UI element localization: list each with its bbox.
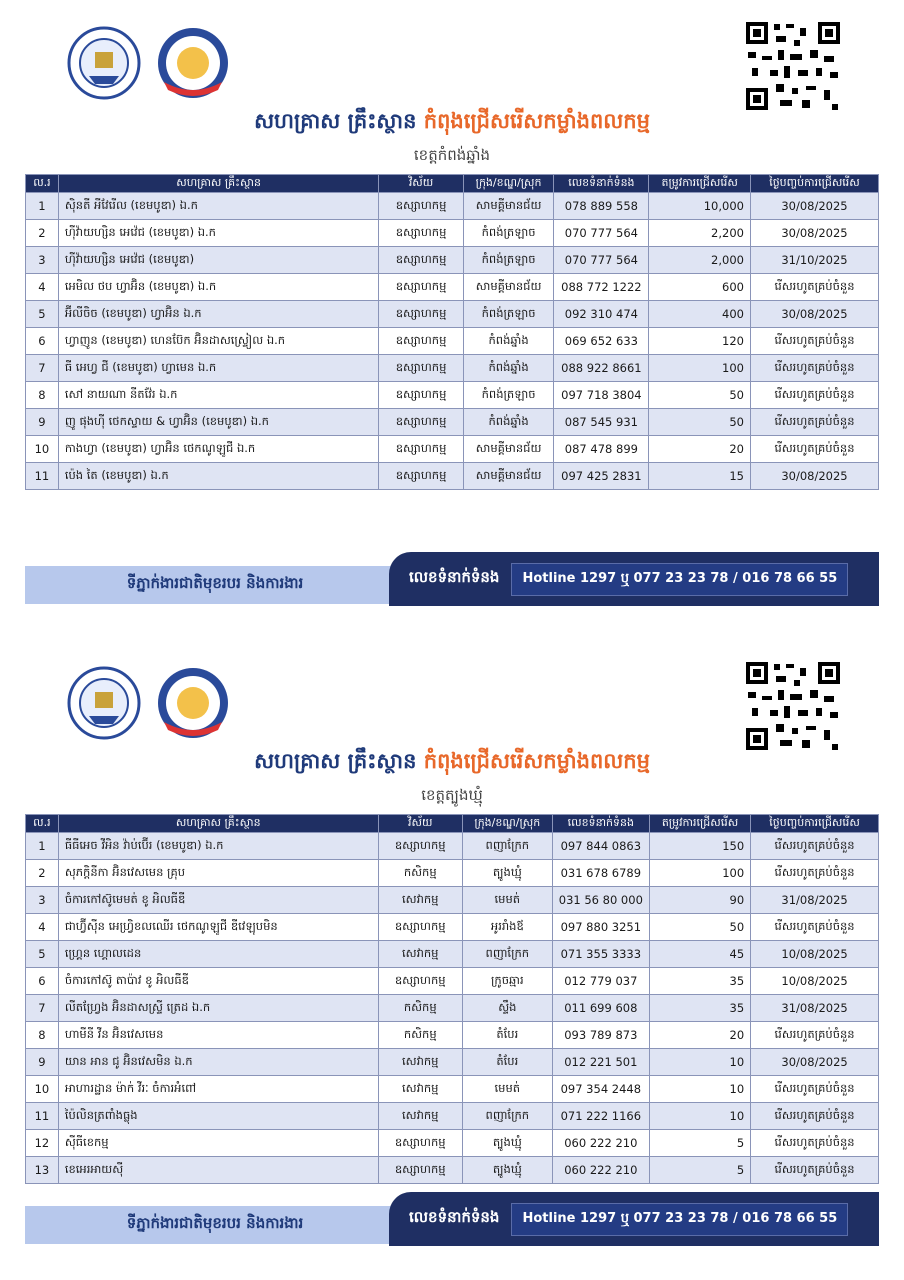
deadline: 30/08/2025 bbox=[750, 301, 878, 328]
table-row bbox=[26, 409, 879, 436]
row-number: 11 bbox=[26, 1103, 59, 1130]
required-count: 2,200 bbox=[649, 220, 751, 247]
district: តំបែរ bbox=[462, 1022, 552, 1049]
sector: កសិកម្ម bbox=[378, 995, 462, 1022]
sector: ឧស្សាហកម្ម bbox=[378, 833, 462, 860]
col-company: សហគ្រាស គ្រឹះស្ថាន bbox=[58, 175, 379, 193]
nea-logo-icon bbox=[156, 666, 230, 740]
phone-number[interactable]: 071 222 1166 bbox=[552, 1103, 649, 1130]
page-title: សហគ្រាស គ្រឹះស្ថាន កំពុងជ្រើសរើសកម្លាំងពលកម្ម bbox=[254, 749, 650, 773]
deadline: 31/10/2025 bbox=[750, 247, 878, 274]
required-count: 150 bbox=[649, 833, 750, 860]
deadline: រើសរហូតគ្រប់ចំនួន bbox=[751, 1103, 879, 1130]
qr-code-icon[interactable] bbox=[744, 660, 842, 752]
company-name: ចំការកៅស៊ូ តាប៉ាវ ខូ អិលធីឌី bbox=[58, 968, 378, 995]
jobs-table bbox=[25, 174, 879, 490]
col-sector: វិស័យ bbox=[378, 815, 462, 833]
table-row bbox=[26, 220, 879, 247]
sector: សេវាកម្ម bbox=[378, 1103, 462, 1130]
row-number: 10 bbox=[26, 1076, 59, 1103]
col-deadline: ថ្ងៃបញ្ចប់ការជ្រើសរើស bbox=[751, 815, 879, 833]
col-phone: លេខទំនាក់ទំនង bbox=[554, 175, 649, 193]
col-quantity: តម្រូវការជ្រើសរើស bbox=[649, 175, 751, 193]
nea-logo-icon bbox=[156, 26, 230, 100]
phone-number[interactable]: 088 772 1222 bbox=[554, 274, 649, 301]
table-row bbox=[26, 436, 879, 463]
required-count: 10 bbox=[649, 1103, 750, 1130]
sector: ឧស្សាហកម្ម bbox=[379, 436, 463, 463]
hotline-banner bbox=[389, 1192, 879, 1246]
row-number: 7 bbox=[26, 995, 59, 1022]
phone-number[interactable]: 012 779 037 bbox=[552, 968, 649, 995]
deadline: 31/08/2025 bbox=[751, 887, 879, 914]
company-name: ធីធីអេច វីអិន វ៉ាប់ប៊ើរ (ខេមបូឌា) ឯ.ក bbox=[58, 833, 378, 860]
sector: សេវាកម្ម bbox=[378, 941, 462, 968]
jobs-table bbox=[25, 814, 879, 1184]
row-number: 11 bbox=[26, 463, 59, 490]
company-name: ញូ ផុងហ៊ី ថេកស្ទាយ & ហ្វាអ៊ិន (ខេមបូឌា) ឯ.ក bbox=[58, 409, 379, 436]
company-name: ខេអេរអាយស៊ី bbox=[58, 1157, 378, 1184]
required-count: 100 bbox=[649, 355, 751, 382]
sector: ឧស្សាហកម្ម bbox=[379, 409, 463, 436]
ministry-logo-icon bbox=[67, 666, 141, 740]
row-number: 9 bbox=[26, 409, 59, 436]
required-count: 45 bbox=[649, 941, 750, 968]
row-number: 5 bbox=[26, 301, 59, 328]
required-count: 50 bbox=[649, 382, 751, 409]
required-count: 2,000 bbox=[649, 247, 751, 274]
row-number: 5 bbox=[26, 941, 59, 968]
col-company: សហគ្រាស គ្រឹះស្ថាន bbox=[58, 815, 378, 833]
required-count: 35 bbox=[649, 968, 750, 995]
sector: ឧស្សាហកម្ម bbox=[378, 1130, 462, 1157]
company-name: កាងហ្វា (ខេមបូឌា) ហ្វាអ៊ិន ថេកណូឡូជី ឯ.ក bbox=[58, 436, 379, 463]
required-count: 20 bbox=[649, 1022, 750, 1049]
required-count: 20 bbox=[649, 436, 751, 463]
table-row bbox=[26, 355, 879, 382]
company-name: ហ៊ីវ៉ាយហ្សិន អេវ៉េជ (ខេមបូឌា) bbox=[58, 247, 379, 274]
district: មេមត់ bbox=[462, 1076, 552, 1103]
phone-number[interactable]: 097 844 0863 bbox=[552, 833, 649, 860]
required-count: 10,000 bbox=[649, 193, 751, 220]
required-count: 5 bbox=[649, 1130, 750, 1157]
contact-label: លេខទំនាក់ទំនង bbox=[409, 1208, 500, 1226]
sector: ឧស្សាហកម្ម bbox=[379, 220, 463, 247]
company-name: ហ្វាញូន (ខេមបូឌា) ហេនប៊ែក អ៊ិនដាសស្ទ្រៀល ឯ.ក bbox=[58, 328, 379, 355]
company-name: អាហារដ្ឋាន ម៉ាក់ វីរៈ ចំការអំពៅ bbox=[58, 1076, 378, 1103]
company-name: សុភក្តិនីកា អ៊ិនវេសមេន គ្រុប bbox=[58, 860, 378, 887]
deadline: រើសរហូតគ្រប់ចំនួន bbox=[750, 409, 878, 436]
district: ពញាក្រែក bbox=[462, 941, 552, 968]
phone-number[interactable]: 093 789 873 bbox=[552, 1022, 649, 1049]
district: តំបែរ bbox=[462, 1049, 552, 1076]
contact-label: លេខទំនាក់ទំនង bbox=[409, 568, 500, 586]
deadline: រើសរហូតគ្រប់ចំនួន bbox=[751, 914, 879, 941]
phone-number[interactable]: 071 355 3333 bbox=[552, 941, 649, 968]
phone-number[interactable]: 078 889 558 bbox=[554, 193, 649, 220]
sector: ឧស្សាហកម្ម bbox=[379, 274, 463, 301]
deadline: រើសរហូតគ្រប់ចំនួន bbox=[751, 833, 879, 860]
phone-number[interactable]: 070 777 564 bbox=[554, 247, 649, 274]
ministry-logo-icon bbox=[67, 26, 141, 100]
district: ស្ទឹង bbox=[462, 995, 552, 1022]
deadline: 30/08/2025 bbox=[750, 220, 878, 247]
district: កំពង់ត្រឡាច bbox=[463, 247, 554, 274]
deadline: រើសរហូតគ្រប់ចំនួន bbox=[750, 355, 878, 382]
deadline: រើសរហូតគ្រប់ចំនួន bbox=[751, 1076, 879, 1103]
district: ក្រូចឆ្មារ bbox=[462, 968, 552, 995]
table-row bbox=[26, 1157, 879, 1184]
company-name: ស៊ិនតី អីវែរើល (ខេមបូឌា) ឯ.ក bbox=[58, 193, 379, 220]
sector: ឧស្សាហកម្ម bbox=[379, 463, 463, 490]
district: កំពង់ឆ្នាំង bbox=[463, 409, 554, 436]
row-number: 12 bbox=[26, 1130, 59, 1157]
page-title: សហគ្រាស គ្រឹះស្ថាន កំពុងជ្រើសរើសកម្លាំងពលកម្ម bbox=[254, 109, 650, 133]
deadline: រើសរហូតគ្រប់ចំនួន bbox=[751, 1157, 879, 1184]
col-deadline: ថ្ងៃបញ្ចប់ការជ្រើសរើស bbox=[750, 175, 878, 193]
required-count: 90 bbox=[649, 887, 750, 914]
deadline: 30/08/2025 bbox=[750, 463, 878, 490]
company-name: ស៊ីធីខេកម្ម bbox=[58, 1130, 378, 1157]
sector: ឧស្សាហកម្ម bbox=[379, 355, 463, 382]
deadline: រើសរហូតគ្រប់ចំនួន bbox=[750, 328, 878, 355]
col-district: ក្រុង/ខណ្ឌ/ស្រុក bbox=[463, 175, 554, 193]
table-row bbox=[26, 328, 879, 355]
deadline: 30/08/2025 bbox=[750, 193, 878, 220]
table-row bbox=[26, 1130, 879, 1157]
hotline-numbers[interactable]: Hotline 1297 ឬ 077 23 23 78 / 016 78 66 55 bbox=[511, 563, 848, 596]
row-number: 4 bbox=[26, 274, 59, 301]
required-count: 5 bbox=[649, 1157, 750, 1184]
deadline: រើសរហូតគ្រប់ចំនួន bbox=[751, 1022, 879, 1049]
sector: ឧស្សាហកម្ម bbox=[379, 328, 463, 355]
deadline: 10/08/2025 bbox=[751, 941, 879, 968]
section-kampong-chhnang bbox=[0, 0, 904, 620]
phone-number[interactable]: 092 310 474 bbox=[554, 301, 649, 328]
district: ពញាក្រែក bbox=[462, 1103, 552, 1130]
agency-banner bbox=[25, 1206, 405, 1244]
table-row bbox=[26, 1022, 879, 1049]
district: សាមគ្គីមានជ័យ bbox=[463, 274, 554, 301]
district: ត្បូងឃ្មុំ bbox=[462, 860, 552, 887]
table-row bbox=[26, 914, 879, 941]
row-number: 13 bbox=[26, 1157, 59, 1184]
district: សាមគ្គីមានជ័យ bbox=[463, 463, 554, 490]
company-name: ប៉េង តៃ (ខេមបូឌា) ឯ.ក bbox=[58, 463, 379, 490]
required-count: 600 bbox=[649, 274, 751, 301]
table-row bbox=[26, 274, 879, 301]
required-count: 35 bbox=[649, 995, 750, 1022]
table-row bbox=[26, 887, 879, 914]
required-count: 10 bbox=[649, 1076, 750, 1103]
row-number: 9 bbox=[26, 1049, 59, 1076]
deadline: រើសរហូតគ្រប់ចំនួន bbox=[750, 274, 878, 301]
table-row bbox=[26, 968, 879, 995]
sector: ឧស្សាហកម្ម bbox=[379, 247, 463, 274]
required-count: 400 bbox=[649, 301, 751, 328]
phone-number[interactable]: 031 56 80 000 bbox=[552, 887, 649, 914]
company-name: ប៉ៃលិនត្រពាំងធ្លុង bbox=[58, 1103, 378, 1130]
district: ពញាក្រែក bbox=[462, 833, 552, 860]
phone-number[interactable]: 031 678 6789 bbox=[552, 860, 649, 887]
hotline-numbers[interactable]: Hotline 1297 ឬ 077 23 23 78 / 016 78 66 55 bbox=[511, 1203, 848, 1236]
deadline: រើសរហូតគ្រប់ចំនួន bbox=[751, 860, 879, 887]
row-number: 3 bbox=[26, 887, 59, 914]
district: ត្បូងឃ្មុំ bbox=[462, 1157, 552, 1184]
required-count: 50 bbox=[649, 409, 751, 436]
phone-number[interactable]: 088 922 8661 bbox=[554, 355, 649, 382]
deadline: 30/08/2025 bbox=[751, 1049, 879, 1076]
district: អូររាំងឪ bbox=[462, 914, 552, 941]
required-count: 50 bbox=[649, 914, 750, 941]
col-no: ល.រ bbox=[26, 815, 59, 833]
phone-number[interactable]: 087 545 931 bbox=[554, 409, 649, 436]
table-body bbox=[26, 193, 879, 490]
deadline: រើសរហូតគ្រប់ចំនួន bbox=[750, 382, 878, 409]
table-row bbox=[26, 463, 879, 490]
sector: ឧស្សាហកម្ម bbox=[379, 193, 463, 220]
row-number: 6 bbox=[26, 328, 59, 355]
sector: ឧស្សាហកម្ម bbox=[378, 1157, 462, 1184]
company-name: សៅ នាយណា នីតវ៉ែរ ឯ.ក bbox=[58, 382, 379, 409]
deadline: 10/08/2025 bbox=[751, 968, 879, 995]
company-name: ជាហ្វ៊ីស៊ីន អេហ្វ្រិខលឈើរ ថេកណូឡូជី ឌីវេឡុបមិន bbox=[58, 914, 378, 941]
phone-number[interactable]: 060 222 210 bbox=[552, 1157, 649, 1184]
row-number: 1 bbox=[26, 833, 59, 860]
sector: សេវាកម្ម bbox=[378, 1049, 462, 1076]
company-name: ហ្គ្រេន ហ្គោលដេន bbox=[58, 941, 378, 968]
table-row bbox=[26, 833, 879, 860]
company-name: លីតហ្វ្រែង អ៊ិនដាសស្ទ្រី ត្រេដ ឯ.ក bbox=[58, 995, 378, 1022]
district: មេមត់ bbox=[462, 887, 552, 914]
table-row bbox=[26, 1103, 879, 1130]
row-number: 1 bbox=[26, 193, 59, 220]
table-header-row bbox=[26, 175, 879, 193]
table-row bbox=[26, 1049, 879, 1076]
phone-number[interactable]: 060 222 210 bbox=[552, 1130, 649, 1157]
province-label: ខេត្តកំពង់ឆ្នាំង bbox=[413, 146, 491, 164]
table-body bbox=[26, 833, 879, 1184]
row-number: 8 bbox=[26, 382, 59, 409]
district: កំពង់ឆ្នាំង bbox=[463, 328, 554, 355]
table-header-row bbox=[26, 815, 879, 833]
sector: កសិកម្ម bbox=[378, 860, 462, 887]
district: ត្បូងឃ្មុំ bbox=[462, 1130, 552, 1157]
phone-number[interactable]: 012 221 501 bbox=[552, 1049, 649, 1076]
phone-number[interactable]: 087 478 899 bbox=[554, 436, 649, 463]
row-number: 4 bbox=[26, 914, 59, 941]
phone-number[interactable]: 097 880 3251 bbox=[552, 914, 649, 941]
company-name: អ៊ីលីចិច (ខេមបូឌា) ហ្វាអ៊ិន ឯ.ក bbox=[58, 301, 379, 328]
sector: ឧស្សាហកម្ម bbox=[378, 968, 462, 995]
phone-number[interactable]: 097 354 2448 bbox=[552, 1076, 649, 1103]
col-district: ក្រុង/ខណ្ឌ/ស្រុក bbox=[462, 815, 552, 833]
row-number: 2 bbox=[26, 860, 59, 887]
province-label: ខេត្តត្បូងឃ្មុំ bbox=[421, 786, 483, 804]
phone-number[interactable]: 097 718 3804 bbox=[554, 382, 649, 409]
sector: កសិកម្ម bbox=[378, 1022, 462, 1049]
sector: ឧស្សាហកម្ម bbox=[379, 382, 463, 409]
deadline: រើសរហូតគ្រប់ចំនួន bbox=[750, 436, 878, 463]
table-row bbox=[26, 193, 879, 220]
district: កំពង់ត្រឡាច bbox=[463, 220, 554, 247]
table-row bbox=[26, 860, 879, 887]
table-row bbox=[26, 301, 879, 328]
deadline: រើសរហូតគ្រប់ចំនួន bbox=[751, 1130, 879, 1157]
table-row bbox=[26, 995, 879, 1022]
hotline-banner bbox=[389, 552, 879, 606]
agency-banner bbox=[25, 566, 405, 604]
row-number: 2 bbox=[26, 220, 59, 247]
phone-number[interactable]: 069 652 633 bbox=[554, 328, 649, 355]
required-count: 10 bbox=[649, 1049, 750, 1076]
sector: សេវាកម្ម bbox=[378, 1076, 462, 1103]
col-sector: វិស័យ bbox=[379, 175, 463, 193]
company-name: ហាមីនី វីន អ៊ិនវេសមេន bbox=[58, 1022, 378, 1049]
row-number: 7 bbox=[26, 355, 59, 382]
required-count: 120 bbox=[649, 328, 751, 355]
table-row bbox=[26, 1076, 879, 1103]
sector: ឧស្សាហកម្ម bbox=[379, 301, 463, 328]
required-count: 100 bbox=[649, 860, 750, 887]
qr-code-icon[interactable] bbox=[744, 20, 842, 112]
table-row bbox=[26, 382, 879, 409]
district: កំពង់ត្រឡាច bbox=[463, 301, 554, 328]
table-row bbox=[26, 941, 879, 968]
row-number: 6 bbox=[26, 968, 59, 995]
district: សាមគ្គីមានជ័យ bbox=[463, 436, 554, 463]
phone-number[interactable]: 097 425 2831 bbox=[554, 463, 649, 490]
required-count: 15 bbox=[649, 463, 751, 490]
company-name: ធី អេហ្វ ជី (ខេមបូឌា) ហ្វាមេន ឯ.ក bbox=[58, 355, 379, 382]
phone-number[interactable]: 070 777 564 bbox=[554, 220, 649, 247]
company-name: អេមិល ថប ហ្វាអ៊ិន (ខេមបូឌា) ឯ.ក bbox=[58, 274, 379, 301]
col-quantity: តម្រូវការជ្រើសរើស bbox=[649, 815, 750, 833]
sector: ឧស្សាហកម្ម bbox=[378, 914, 462, 941]
agency-name: ទីភ្នាក់ងារជាតិមុខរបរ និងការងារ bbox=[126, 574, 304, 592]
row-number: 10 bbox=[26, 436, 59, 463]
row-number: 8 bbox=[26, 1022, 59, 1049]
company-name: យាន អាន ជូ អ៊ិនវេសមិន ឯ.ក bbox=[58, 1049, 378, 1076]
col-no: ល.រ bbox=[26, 175, 59, 193]
section-tbong-khmum bbox=[0, 640, 904, 1280]
agency-name: ទីភ្នាក់ងារជាតិមុខរបរ និងការងារ bbox=[126, 1214, 304, 1232]
phone-number[interactable]: 011 699 608 bbox=[552, 995, 649, 1022]
row-number: 3 bbox=[26, 247, 59, 274]
district: កំពង់ឆ្នាំង bbox=[463, 355, 554, 382]
sector: សេវាកម្ម bbox=[378, 887, 462, 914]
district: សាមគ្គីមានជ័យ bbox=[463, 193, 554, 220]
district: កំពង់ត្រឡាច bbox=[463, 382, 554, 409]
col-phone: លេខទំនាក់ទំនង bbox=[552, 815, 649, 833]
company-name: ហ៊ីវ៉ាយហ្សិន អេវ៉េជ (ខេមបូឌា) ឯ.ក bbox=[58, 220, 379, 247]
table-row bbox=[26, 247, 879, 274]
company-name: ចំការកៅស៊ូមេមត់ ខូ អិលធីឌី bbox=[58, 887, 378, 914]
deadline: 31/08/2025 bbox=[751, 995, 879, 1022]
